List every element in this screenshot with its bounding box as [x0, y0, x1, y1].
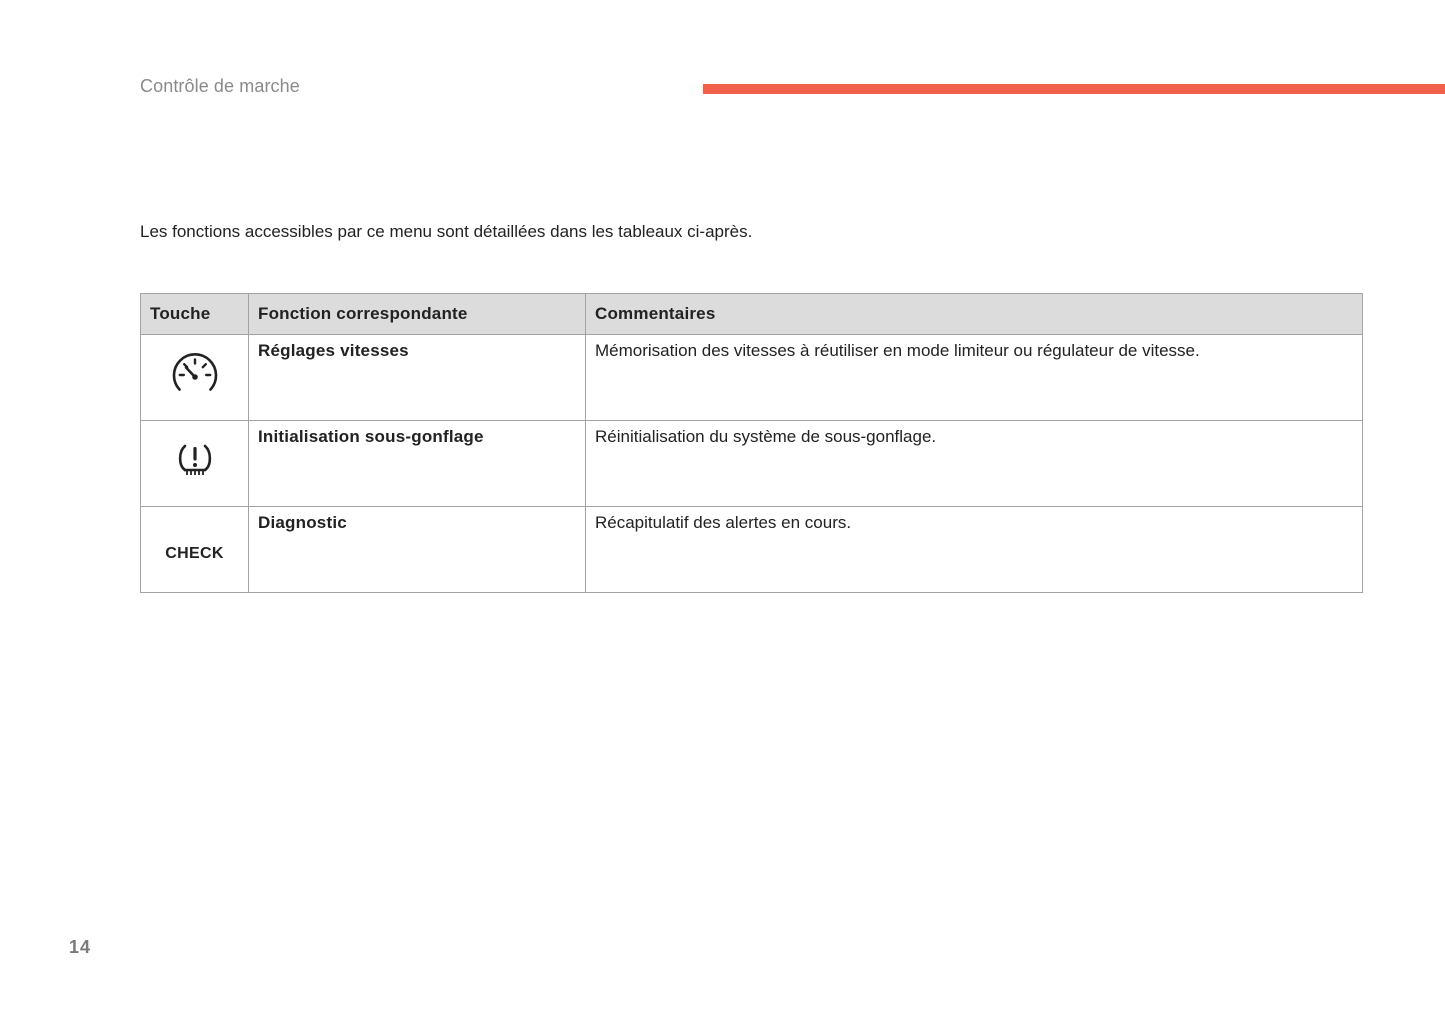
column-header-touche: Touche — [141, 294, 249, 335]
key-cell — [141, 421, 249, 507]
table-row — [141, 335, 1363, 421]
tyre-pressure-warning-icon — [175, 441, 215, 481]
comment-cell: Récapitulatif des alertes en cours. — [586, 507, 1363, 593]
table-header-row — [141, 294, 1363, 335]
function-cell: Initialisation sous-gonflage — [249, 421, 586, 507]
table-row — [141, 507, 1363, 593]
functions-table — [140, 293, 1363, 593]
column-header-commentaires: Commentaires — [586, 294, 1363, 335]
speedometer-icon — [171, 353, 219, 397]
column-header-fonction: Fonction correspondante — [249, 294, 586, 335]
comment-cell: Mémorisation des vitesses à réutiliser en mode limiteur ou régulateur de vitesse. — [586, 335, 1363, 421]
section-title: Contrôle de marche — [140, 76, 300, 96]
intro-text: Les fonctions accessibles par ce menu sont détaillées dans les tableaux ci-après. — [140, 222, 753, 241]
section-accent-bar — [703, 84, 1445, 94]
function-cell: Diagnostic — [249, 507, 586, 593]
key-cell — [141, 507, 249, 593]
function-cell: Réglages vitesses — [249, 335, 586, 421]
table-row — [141, 421, 1363, 507]
key-cell — [141, 335, 249, 421]
comment-cell: Réinitialisation du système de sous-gonflage. — [586, 421, 1363, 507]
page-number: 14 — [69, 937, 92, 957]
check-key-label: CHECK — [165, 544, 224, 562]
